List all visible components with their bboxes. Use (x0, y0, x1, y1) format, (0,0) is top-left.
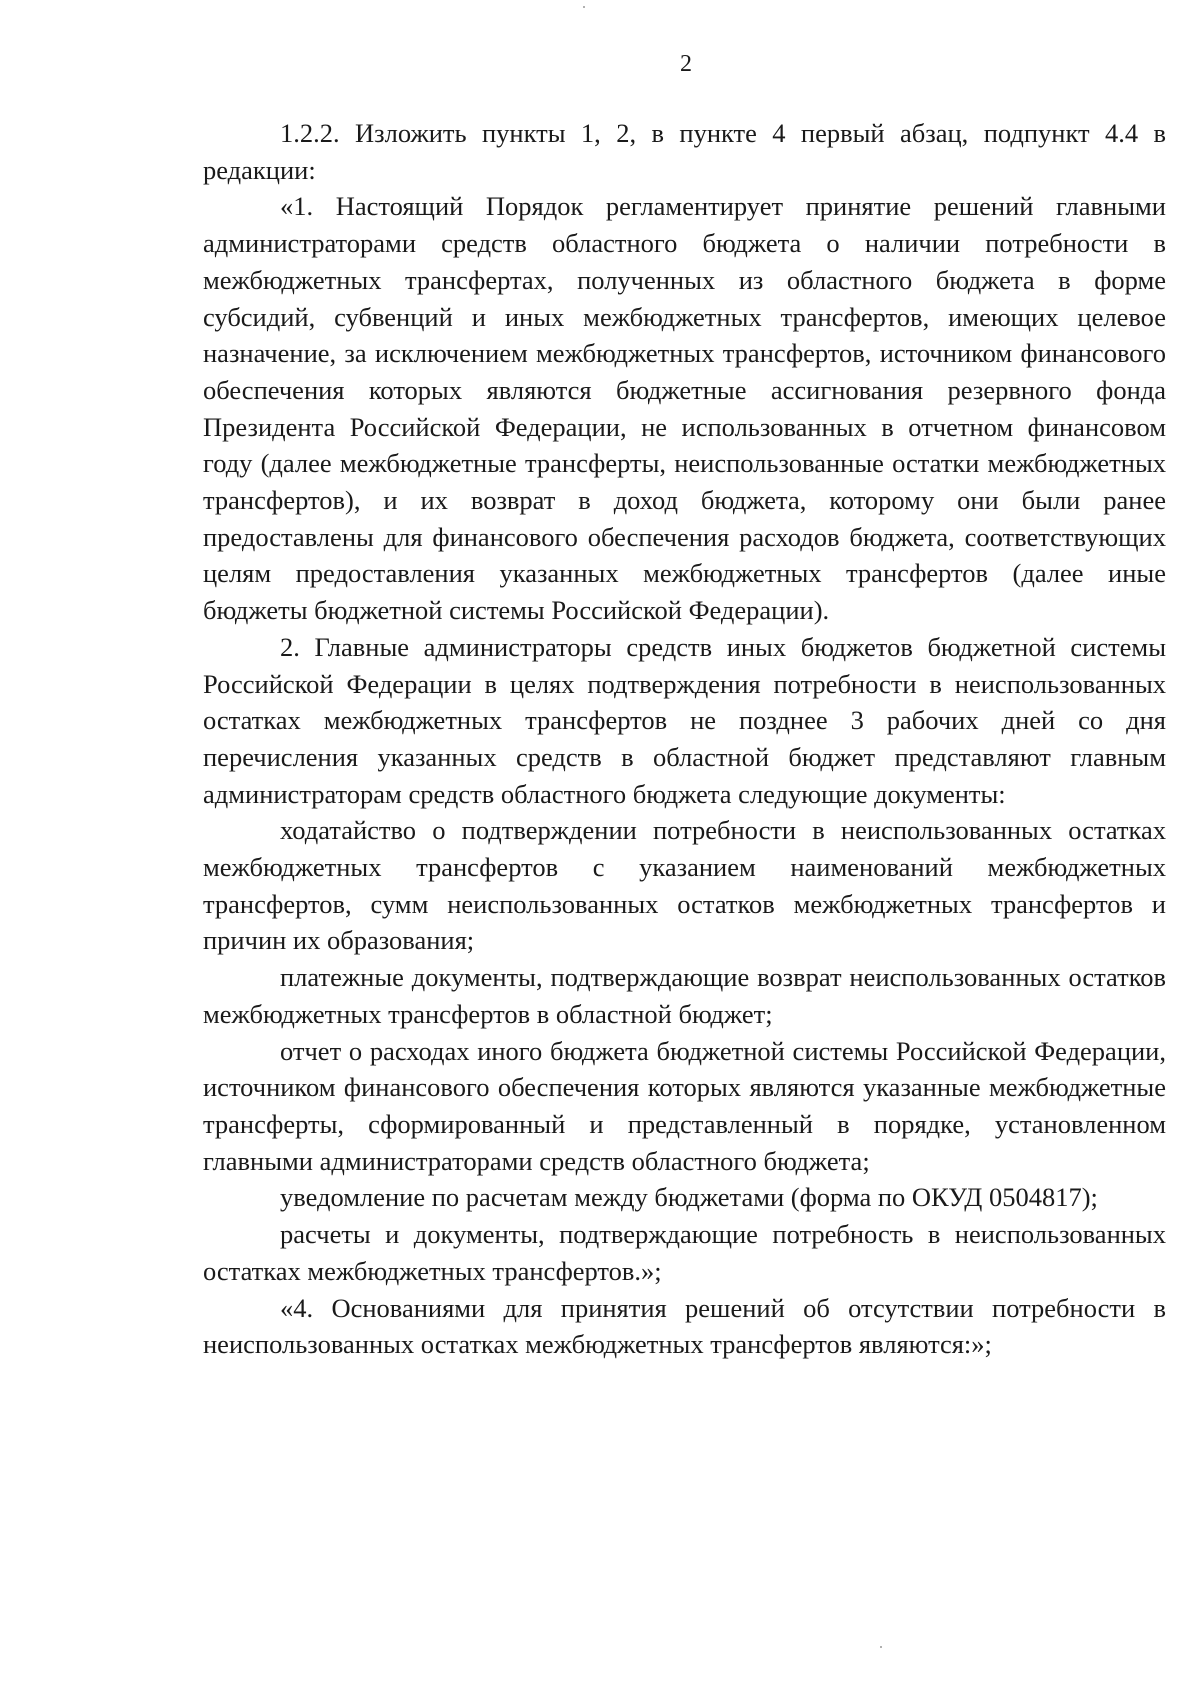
paragraph-petition: ходатайство о подтверждении потребности в неиспользованных остатках межбюджетных трансфертов с указанием наименований межбюджетных трансфертов, сумм неиспользованных остатков межбюджетных трансфертов и причин их образования; (203, 815, 1166, 956)
paragraph-notification: уведомление по расчетам между бюджетами (форма по ОКУД 0504817); (280, 1182, 1098, 1213)
scan-speck (880, 1646, 882, 1648)
paragraph-1-2-2: 1.2.2. Изложить пункты 1, 2, в пункте 4 первый абзац, подпункт 4.4 в редакции: (203, 118, 1166, 185)
paragraph-item-4: «4. Основаниями для принятия решений об отсутствии потребности в неиспользованных остатках межбюджетных трансфертов являются:»; (203, 1292, 1166, 1360)
page-number: 2 (680, 51, 692, 77)
scan-speck (583, 6, 585, 8)
document-body (203, 115, 1166, 1363)
paragraph-expense-report: отчет о расходах иного бюджета бюджетной системы Российской Федерации, источником финансового обеспечения которых являются указанные межбюджетные трансферты, сформированный и представленный в порядке, установленном главными администраторами средств областного бюджета; (203, 1035, 1166, 1176)
paragraph-item-1: «1. Настоящий Порядок регламентирует принятие решений главными администраторами средств областного бюджета о наличии потребности в межбюджетных трансфертах, полученных из областного бюджета в форме субсидий, субвенций и иных межбюджетных трансфертов, имеющих целевое назначение, за исключением межбюджетных трансфертов, источником финансового обеспечения которых являются бюджетные ассигнования резервного фонда Президента Российской Федерации, не использованных в отчетном финансовом году (далее межбюджетные трансферты, неиспользованные остатки межбюджетных трансфертов), и их возврат в доход бюджета, которому они были ранее предоставлены для финансового обеспечения расходов бюджета, соответствующих целям предоставления указанных межбюджетных трансфертов (далее иные бюджеты бюджетной системы Российской Федерации). (203, 191, 1166, 626)
paragraph-payment-docs: платежные документы, подтверждающие возврат неиспользованных остатков межбюджетных трансфертов в областной бюджет; (203, 962, 1166, 1029)
paragraph-item-2: 2. Главные администраторы средств иных бюджетов бюджетной системы Российской Федерации в целях подтверждения потребности в неиспользованных остатках межбюджетных трансфертов не позднее 3 рабочих дней со дня перечисления указанных средств в областной бюджет представляют главным администраторам средств областного бюджета следующие документы: (203, 631, 1166, 809)
paragraph-calculations: расчеты и документы, подтверждающие потребность в неиспользованных остатках межбюджетных трансфертов.»; (203, 1219, 1166, 1286)
